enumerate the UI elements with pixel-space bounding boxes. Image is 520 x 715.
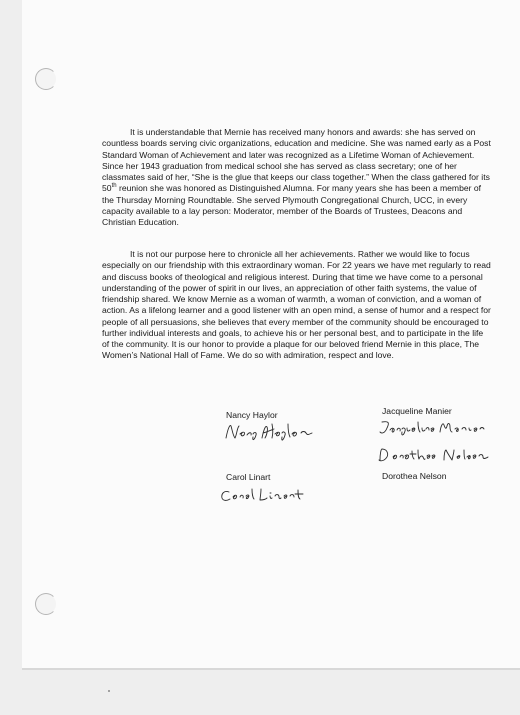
signature-carol (218, 484, 318, 508)
binder-hole-bottom (35, 593, 57, 615)
paragraph-honors-text-1: It is understandable that Mernie has received many honors and awards: she has served on countless boards serving civic organizations, education and medicine. She was named early as a Post Standard Woman of Achievement and later was recognized as a Lifetime Woman of Achievement. Since her 1943 graduation from medical school she has served as class secretary; one of her classmates said of her, “She is the glue that keeps our class together.” When the class gathered for its 50 (102, 127, 491, 194)
paragraph-honors-text-2: reunion she was honored as Distinguished Alumna. For many years she has been a member of the Thursday Morning Roundtable. She served Plymouth Congregational Church, UCC, in every capacity available to a lay person: Moderator, member of the Boards of Trustees, Deacons and Christian Education. (102, 183, 482, 227)
signature-dorothea (374, 444, 504, 468)
paragraph-honors (102, 127, 492, 228)
signature-nancy (222, 420, 332, 446)
binder-hole-top (35, 68, 57, 90)
paragraph-friendship-text: It is not our purpose here to chronicle all her achievements. Rather we would like to focus especially on our friendship with this extraordinary woman. For 22 years we have met regularly to read and discuss books of theological and religious interest. During that time we have come to a personal understanding of the power of spirit in our lives, an appreciation of other faith systems, the value of friendship shared. We know Mernie as a woman of warmth, a woman of conviction, and a woman of action. As a lifelong learner and a good listener with an open mind, a sense of humor and a respect for people of all persuasions, she believes that every member of the community should be encouraged to further individual interests and goals, to achieve his or her personal best, and to participate in the life of the community. It is our honor to provide a plaque for our beloved friend Mernie in this place, The Women’s National Hall of Fame. We do so with admiration, respect and love. (102, 249, 491, 361)
signature-jacqueline (374, 418, 514, 440)
printed-name-jacqueline: Jacqueline Manier (382, 406, 452, 416)
scan-speck (108, 690, 110, 692)
printed-name-nancy: Nancy Haylor (226, 410, 278, 420)
paragraph-friendship (102, 249, 492, 362)
page-bottom-edge (22, 668, 520, 670)
printed-name-carol: Carol Linart (226, 472, 271, 482)
printed-name-dorothea: Dorothea Nelson (382, 471, 447, 481)
ordinal-superscript: th (111, 183, 117, 190)
